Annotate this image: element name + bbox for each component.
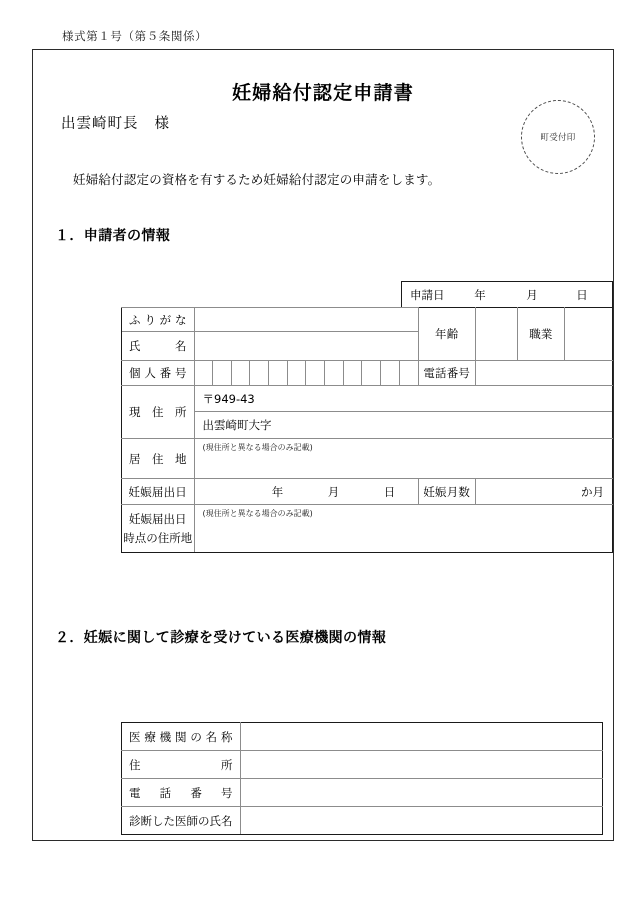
mynumber-digit[interactable] xyxy=(362,361,381,386)
addressee-name: 出雲崎町長 xyxy=(61,116,139,132)
mynumber-digit[interactable] xyxy=(381,361,400,386)
furigana-input[interactable] xyxy=(194,308,418,332)
report-address-label-stack xyxy=(122,510,194,548)
mynumber-label: 個 人 番 号 xyxy=(122,361,195,386)
mynumber-digit[interactable] xyxy=(231,361,250,386)
table-row xyxy=(122,751,603,779)
clinic-info-table xyxy=(121,722,603,835)
mynumber-digit[interactable] xyxy=(306,361,325,386)
clinic-name-input[interactable] xyxy=(240,723,602,751)
mynumber-digit[interactable] xyxy=(213,361,232,386)
current-address-label: 現 住 所 xyxy=(122,386,195,439)
application-date-table xyxy=(401,281,613,308)
table-row xyxy=(122,386,613,412)
page-frame xyxy=(32,49,614,841)
report-address-label-line1: 妊娠届出日 xyxy=(129,511,187,526)
clinic-phone-label: 電 話 番 号 xyxy=(122,779,241,807)
pregnancy-report-date-label: 妊娠届出日 xyxy=(122,479,195,505)
table-row xyxy=(122,723,603,751)
name-label: 氏 名 xyxy=(122,332,195,361)
application-date-year: 年 xyxy=(474,287,486,302)
application-date-fields xyxy=(402,287,612,303)
pregnancy-report-year: 年 xyxy=(271,484,284,499)
applicant-info-table xyxy=(121,307,613,553)
clinic-address-input[interactable] xyxy=(240,751,602,779)
lead-sentence: 妊婦給付認定の資格を有するため妊婦給付認定の申請をします。 xyxy=(73,172,441,187)
pregnancy-report-date-input[interactable] xyxy=(194,479,418,505)
application-date-label: 申請日 xyxy=(410,287,445,302)
pregnancy-report-month: 月 xyxy=(327,484,340,499)
doctor-name-input[interactable] xyxy=(240,807,602,835)
pregnancy-months-unit: か月 xyxy=(581,484,604,499)
table-row xyxy=(122,361,613,386)
residence-input[interactable] xyxy=(194,439,613,479)
table-row xyxy=(122,479,613,505)
furigana-label: ふりがな xyxy=(122,308,195,332)
page-title: 妊婦給付認定申請書 xyxy=(232,82,414,104)
application-date-day: 日 xyxy=(576,287,588,302)
mynumber-digit[interactable] xyxy=(194,361,213,386)
receipt-stamp-icon xyxy=(521,100,595,174)
table-row xyxy=(402,282,613,308)
mynumber-digit[interactable] xyxy=(343,361,362,386)
section-heading-clinic: ２．妊娠に関して診療を受けている医療機関の情報 xyxy=(55,630,387,646)
form-number-label: 様式第１号（第５条関係） xyxy=(62,29,208,43)
current-address-value: 出雲崎町大字 xyxy=(202,418,272,432)
application-date-cell[interactable] xyxy=(402,282,613,308)
pregnancy-months-input[interactable] xyxy=(475,479,612,505)
receipt-stamp-label: 町受付印 xyxy=(540,133,576,143)
report-address-note: (現住所と異なる場合のみ記載) xyxy=(202,509,313,518)
clinic-name-label: 医 療 機 関 の 名 称 xyxy=(122,723,241,751)
clinic-address-label: 住 所 xyxy=(122,751,241,779)
section-heading-applicant: １．申請者の情報 xyxy=(55,228,171,244)
table-row xyxy=(122,505,613,553)
pregnancy-report-date-fields xyxy=(195,484,418,500)
mynumber-digit[interactable] xyxy=(250,361,269,386)
current-address-postal-input[interactable] xyxy=(194,386,613,412)
clinic-phone-input[interactable] xyxy=(240,779,602,807)
occupation-input[interactable] xyxy=(565,308,613,361)
report-address-input[interactable] xyxy=(194,505,613,553)
name-input[interactable] xyxy=(194,332,418,361)
residence-label: 居 住 地 xyxy=(122,439,195,479)
table-row xyxy=(122,779,603,807)
mynumber-digit[interactable] xyxy=(287,361,306,386)
phone-input[interactable] xyxy=(475,361,612,386)
report-address-label-line2: 時点の住所地 xyxy=(123,530,193,545)
age-label: 年齢 xyxy=(418,308,475,361)
age-input[interactable] xyxy=(475,308,517,361)
addressee-honorific: 様 xyxy=(154,116,170,132)
table-row xyxy=(122,308,613,332)
residence-note: (現住所と異なる場合のみ記載) xyxy=(202,443,313,452)
phone-label: 電話番号 xyxy=(418,361,475,386)
pregnancy-report-day: 日 xyxy=(383,484,396,499)
current-address-input[interactable] xyxy=(194,412,613,439)
pregnancy-months-label: 妊娠月数 xyxy=(418,479,475,505)
table-row xyxy=(122,439,613,479)
current-address-postal-value: 〒949-43 xyxy=(202,391,255,406)
table-row xyxy=(122,412,613,439)
occupation-label: 職業 xyxy=(517,308,564,361)
mynumber-digit[interactable] xyxy=(269,361,288,386)
doctor-name-label: 診断した医師の氏名 xyxy=(122,807,241,835)
report-address-label xyxy=(122,505,195,553)
table-row xyxy=(122,807,603,835)
addressee-line xyxy=(61,112,170,133)
application-date-month: 月 xyxy=(526,287,538,302)
mynumber-digit[interactable] xyxy=(399,361,418,386)
mynumber-digit[interactable] xyxy=(325,361,344,386)
